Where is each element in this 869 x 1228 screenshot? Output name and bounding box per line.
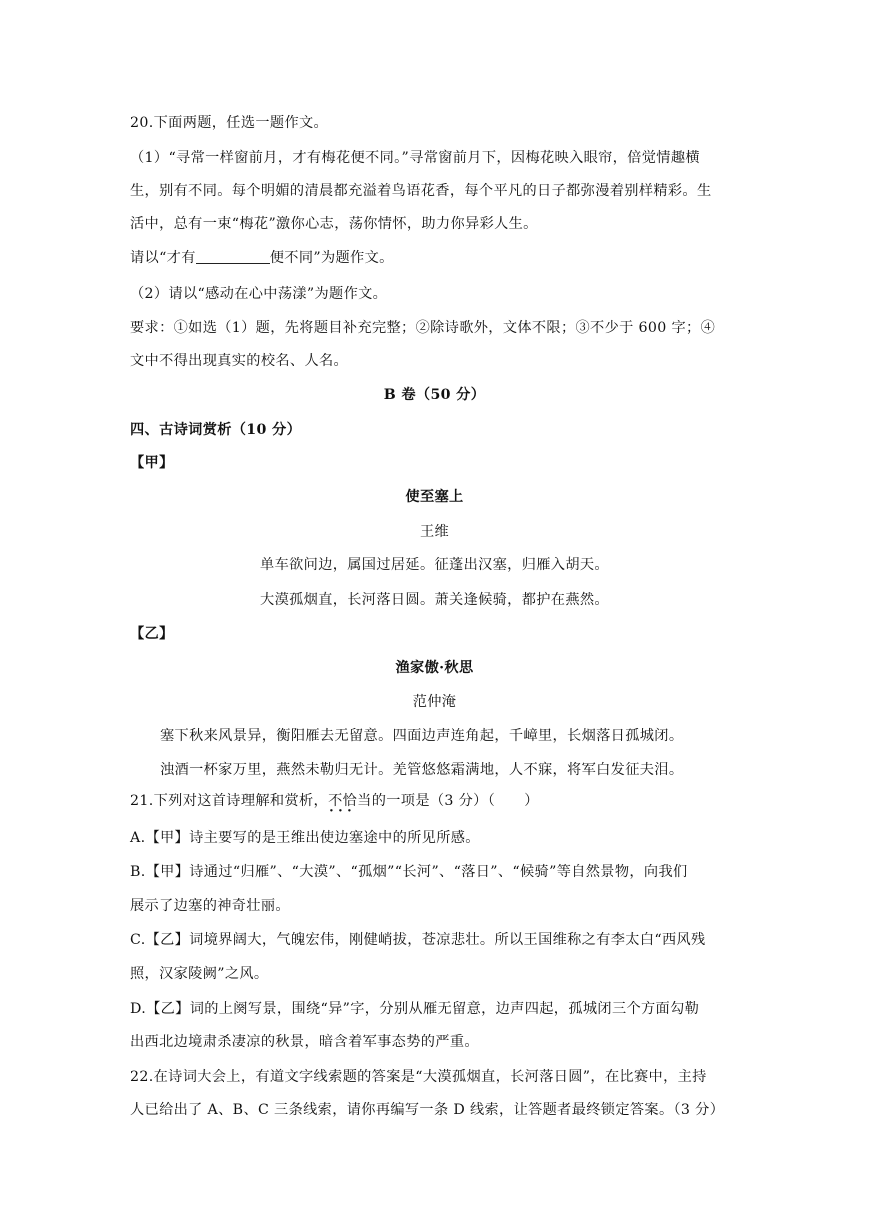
poem-a-line2: 大漠孤烟直，长河落日圆。萧关逢候骑，都护在燕然。 xyxy=(260,592,609,608)
q20-requirement-line2: 文中不得出现真实的校名、人名。 xyxy=(130,353,349,369)
q21-option-c-line2: 照，汉家陵阙”之风。 xyxy=(130,966,269,982)
poem-a-author: 王维 xyxy=(419,524,450,540)
q20-option1-line1: （1）“寻常一样窗前月，才有梅花便不同。”寻常窗前月下，因梅花映入眼帘，倍觉情趣横 xyxy=(130,150,700,166)
q21-emphasis: 不恰当 · · · xyxy=(328,791,372,811)
q21-option-a: A.【甲】诗主要写的是王维出使边塞途中的所见所感。 xyxy=(130,830,480,846)
q21-stem-part1: 21.下列对这首诗理解和赏析， xyxy=(130,793,329,809)
section-4-heading: 四、古诗词赏析（10 分） xyxy=(130,422,302,438)
q20-requirement-line1: 要求：①如选（1）题，先将题目补充完整；②除诗歌外，文体不限；③不少于 600 字；④ xyxy=(130,320,716,336)
poem-b-tag: 【乙】 xyxy=(130,626,174,642)
q20-option2: （2）请以“感动在心中荡漾”为题作文。 xyxy=(130,286,388,302)
poem-b-title: 渔家傲·秋思 xyxy=(395,660,474,676)
q20-option1-line3: 活中，总有一束“梅花”激你心志，荡你情怀，助力你异彩人生。 xyxy=(130,216,538,232)
q21-option-b-line2: 展示了边塞的神奇壮丽。 xyxy=(130,898,290,914)
q21-stem xyxy=(130,791,742,811)
q22-line1: 22.在诗词大会上，有道文字线索题的答案是“大漠孤烟直，长河落日圆”，在比赛中，主持 xyxy=(130,1069,707,1085)
q21-option-d-line1: D.【乙】词的上阕写景，围绕“异”字，分别从雁无留意，边声四起，孤城闭三个方面勾勒 xyxy=(130,1001,700,1017)
poem-a-tag: 【甲】 xyxy=(130,455,174,471)
q20-option1-line2: 生，别有不同。每个明媚的清晨都充溢着鸟语花香，每个平凡的日子都弥漫着别样精彩。生 xyxy=(130,183,712,199)
q21-option-b-line1: B.【甲】诗通过“归雁”、“大漠”、“孤烟”“长河”、“落日”、“候骑”等自然景物，向我们 xyxy=(130,864,688,880)
poem-b-author: 范仲淹 xyxy=(412,694,457,710)
poem-a-title: 使至塞上 xyxy=(405,489,464,505)
q20-title: 20.下面两题，任选一题作文。 xyxy=(130,115,329,131)
q22-line2: 人已给出了 A、B、C 三条线索，请你再编写一条 D 线索，让答题者最终锁定答案。（3 分） xyxy=(130,1102,725,1118)
poem-b-line2: 浊酒一杯家万里，燕然未勒归无计。羌管悠悠霜满地，人不寐，将军白发征夫泪。 xyxy=(160,762,684,778)
q21-option-d-line2: 出西北边境肃杀凄凉的秋景，暗含着军事态势的严重。 xyxy=(130,1034,479,1050)
poem-a-line1: 单车欲问边，属国过居延。征蓬出汉塞，归雁入胡天。 xyxy=(260,557,609,573)
title-blank xyxy=(196,249,270,264)
q21-stem-part2: 的一项是（3 分）（ ） xyxy=(371,793,539,809)
q20-prompt-part1: 请以“才有 xyxy=(130,250,196,266)
q21-option-c-line1: C.【乙】词境界阔大，气魄宏伟，刚健峭拔，苍凉悲壮。所以王国维称之有李太白“西风残 xyxy=(130,932,706,948)
section-b-heading: B 卷（50 分） xyxy=(383,387,486,403)
q20-prompt xyxy=(130,248,742,268)
poem-b-line1: 塞下秋来风景异，衡阳雁去无留意。四面边声连角起，千嶂里，长烟落日孤城闭。 xyxy=(160,728,684,744)
q20-prompt-part2: 便不同”为题作文。 xyxy=(269,250,394,266)
